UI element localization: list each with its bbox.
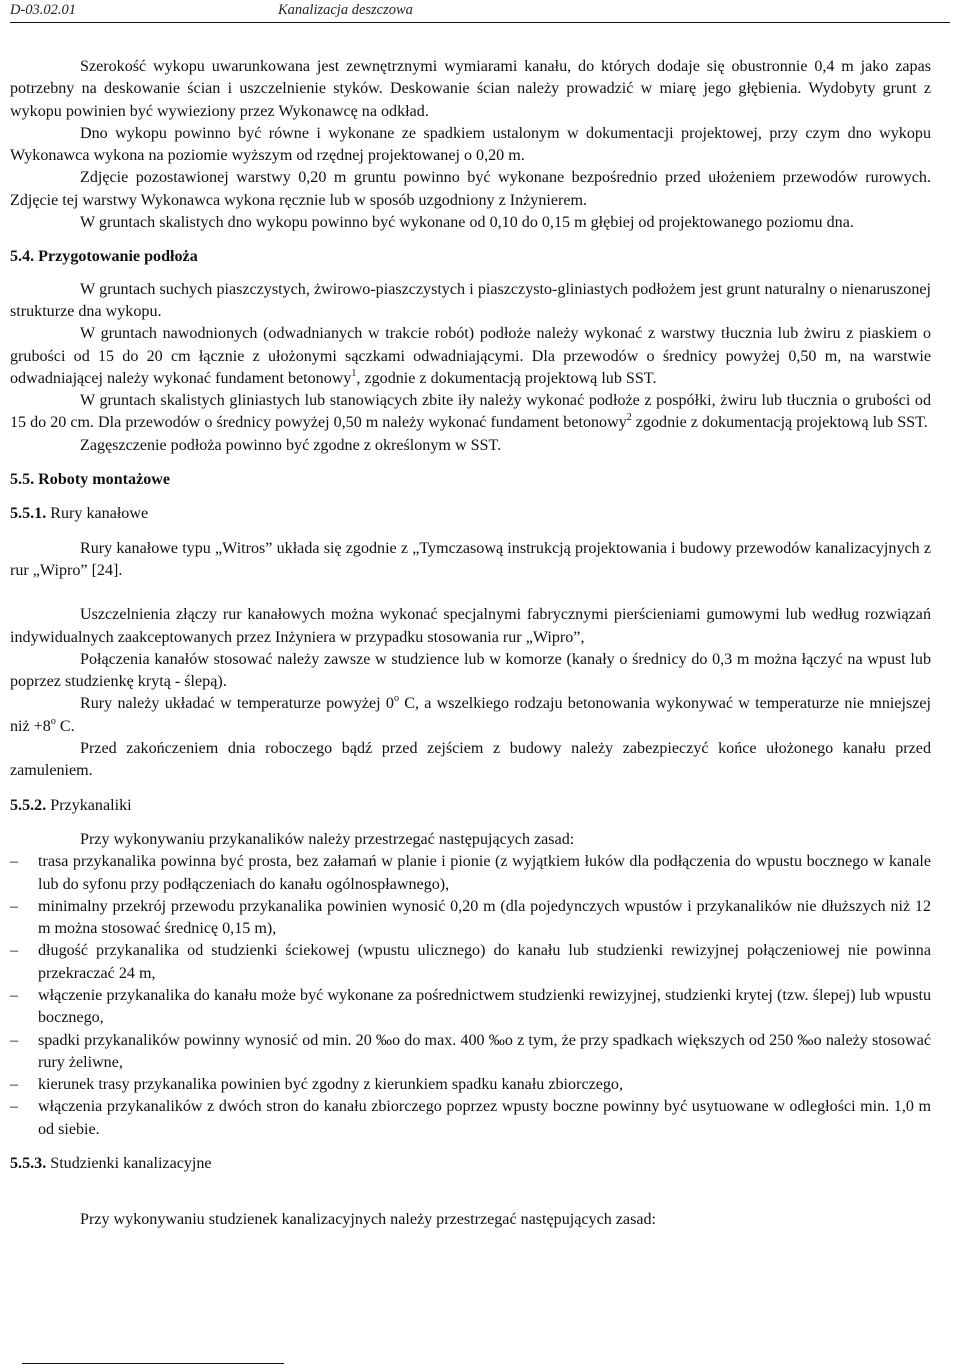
degree-marker: o [393,693,399,705]
list-item: – kierunek trasy przykanalika powinien być zgodny z kierunkiem spadku kanału zbiorczego, [10,1074,931,1096]
footnote-separator [22,1363,284,1364]
paragraph-text: zgodnie z dokumentacją projektową lub SST. [631,414,928,432]
paragraph: Połączenia kanałów stosować należy zawsze w studzience lub w komorze (kanały o średnicy do 0,3 m można łączyć na wpust lub poprzez studzienkę krytą - ślepą). [10,650,931,691]
list-item: – włączenia przykanalików z dwóch stron do kanału zbiorczego poprzez wpusty boczne powinny być usytuowane w odległości min. 1,0 m od siebie. [10,1096,931,1141]
paragraph: Rury kanałowe typu „Witros” układa się zgodnie z „Tymczasową instrukcją projektowania i budowy przewodów kanalizacyjnych z rur „Wipro” [24]. [10,539,931,579]
paragraph-text: C. [55,717,75,735]
spec-title: Kanalizacja deszczowa [278,2,413,18]
paragraph-text: Rury należy układać w temperaturze powyżej 0 [80,695,394,713]
rules-list [10,851,931,1141]
paragraph: Dno wykopu powinno być równe i wykonane ze spadkiem ustalonym w dokumentacji projektowej, przy czym dno wykopu Wykonawca wykona na poziomie wyższym od rzędnej projektowanej o 0,20 m. [10,124,931,165]
paragraph [10,693,931,738]
spacer [10,1187,931,1209]
subsection-number: 5.5.1. [10,505,47,523]
footnote-marker: 1 [351,367,357,379]
paragraph [10,390,931,435]
paragraph: Uszczelnienia złączy rur kanałowych można wykonać specjalnymi fabrycznymi pierścieniami gumowymi lub według rozwiązań indywidualnych zaakceptowanych przez Inżyniera w przypadku stosowania rur „Wipro”, [10,606,931,646]
subsection-number: 5.5.2. [10,796,47,814]
list-item: – włączenie przykanalika do kanału może być wykonane za pośrednictwem studzienki rewizyjnej, studzienki krytej (tzw. ślepej) lub wpustu bocznego, [10,985,931,1030]
paragraph: Zdjęcie pozostawionej warstwy 0,20 m gruntu powinno być wykonane bezpośrednio przed ułożeniem przewodów rurowych. Zdjęcie tej warstwy Wykonawca wykona ręcznie lub w sposób uzgodniony z Inżynierem. [10,169,931,209]
list-item: – minimalny przekrój przewodu przykanalika powinien wynosić 0,20 m (dla pojedynczych wpustów i przykanalików nie dłuższych niż 12 m można stosować średnicę 0,15 m), [10,896,931,941]
footnote-marker: 2 [626,412,632,424]
list-item: – spadki przykanalików powinny wynosić od min. 20 ‰o do max. 400 ‰o z tym, że przy spadkach większych od 250 ‰o należy stosować rury żeliwne, [10,1030,931,1075]
subsection-heading [10,503,931,525]
paragraph-text: C, a wszelkiego rodzaju betonowania wykonywać w temperaturze nie mniejszej niż +8 [10,695,932,735]
paragraph: Przy wykonywaniu przykanalików należy przestrzegać następujących zasad: [80,830,575,848]
paragraph-text: W gruntach nawodnionych (odwadnianych w trakcie robót) podłoże należy wykonać z warstwy tłucznia lub żwiru z piaskiem o grubości od 15 do 20 cm łącznie z ułożonymi sączkami odwadniającymi. Dla przewodów o średnicy powyżej 0,50 m, na warstwie odwadniającej należy wykonać fundament betonowy [10,325,931,387]
document-body [10,56,931,1232]
page-header [10,0,950,23]
subsection-number: 5.5.3. [10,1155,47,1173]
paragraph-text: , zgodnie z dokumentacją projektową lub SST. [356,369,657,387]
spacer [10,582,931,604]
paragraph: Szerokość wykopu uwarunkowana jest zewnętrznymi wymiarami kanału, do których dodaje się obustronnie 0,4 m jako zapas potrzebny na deskowanie ścian i uszczelnienie styków. Deskowanie ścian należy prowadzić w miarę jego głębienia. Wydobyty grunt z wykopu powinien być wywieziony przez Wykonawcę na odkład. [10,58,931,120]
degree-marker: o [50,715,56,727]
paragraph: Przy wykonywaniu studzienek kanalizacyjnych należy przestrzegać następujących zasad: [80,1211,656,1229]
subsection-title: Rury kanałowe [46,505,149,523]
subsection-title: Przykanaliki [46,796,132,814]
paragraph [10,323,931,390]
subsection-heading [10,795,931,817]
list-item: – trasa przykanalika powinna być prosta, bez załamań w planie i pionie (z wyjątkiem łuków dla podłączenia do wpustu bocznego w kanale lub do syfonu przy podłączeniach do kanału ogólnospławnego), [10,851,931,896]
section-heading: 5.4. Przygotowanie podłoża [10,248,198,266]
paragraph: Przed zakończeniem dnia roboczego bądź przed zejściem z budowy należy zabezpieczyć końce ułożonego kanału przed zamuleniem. [10,740,931,780]
section-heading: 5.5. Roboty montażowe [10,471,171,489]
paragraph-text: W gruntach skalistych gliniastych lub stanowiących zbite iły należy wykonać podłoże z pospółki, żwiru lub tłucznia o grubości od 15 do 20 cm. Dla przewodów o średnicy powyżej 0,50 m należy wykonać fundament betonowy [10,392,931,432]
list-item: – długość przykanalika od studzienki ściekowej (wpustu ulicznego) do kanału lub studzienki rewizyjnej połączeniowej nie powinna przekraczać 24 m, [10,940,931,985]
spec-code: D-03.02.01 [10,2,77,18]
paragraph: W gruntach suchych piaszczystych, żwirowo-piaszczystych i piaszczysto-gliniastych podłożem jest grunt naturalny o nienaruszonej strukturze dna wykopu. [10,280,931,320]
subsection-title: Studzienki kanalizacyjne [46,1155,212,1173]
paragraph: Zagęszczenie podłoża powinno być zgodne z określonym w SST. [80,436,502,454]
paragraph: W gruntach skalistych dno wykopu powinno być wykonane od 0,10 do 0,15 m głębiej od projektowanego poziomu dna. [80,214,854,232]
subsection-heading [10,1153,931,1175]
